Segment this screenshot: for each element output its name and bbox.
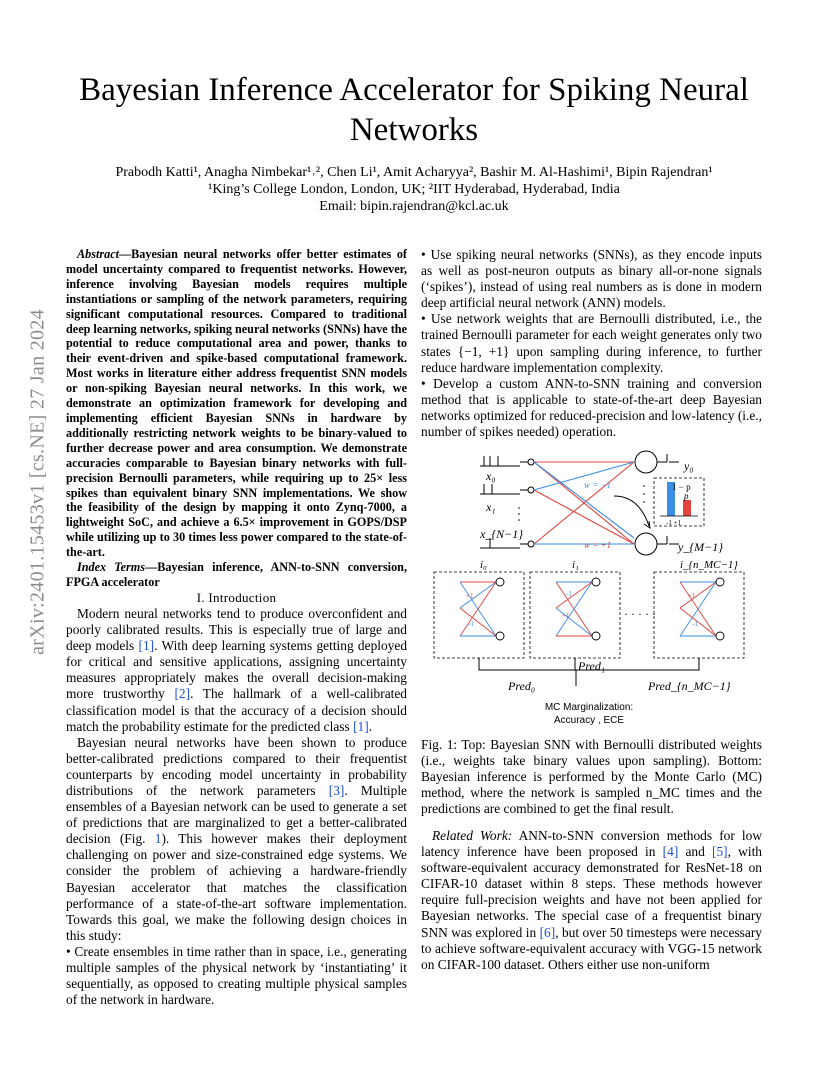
weight-tag: +1 <box>466 592 474 600</box>
prediction-label: Pred₀ <box>508 679 536 693</box>
weight-tag: +1 <box>688 592 696 600</box>
figure-1 <box>426 448 762 730</box>
author-block <box>60 164 768 215</box>
citation-link[interactable]: [6] <box>539 924 556 940</box>
text-run: ). This however makes their deployment challenging on power and size-constrained edge systems. We consider the problem of achieving a hardware-friendly Bayesian accelerator that matches the classification performance of a state-of-the-art software implementation. Towards this goal, we make the following design choices in this study: <box>66 831 407 943</box>
citation-link[interactable]: [3] <box>328 782 345 798</box>
authors: Prabodh Katti¹, Anagha Nimbekar¹˒², Chen Li¹, Amit Acharyya², Bashir M. Al-Hashimi¹, Bipin Rajendran¹ <box>115 165 713 180</box>
mc-sample-boxes <box>434 572 744 658</box>
bullet-item: • Use network weights that are Bernoulli distributed, i.e., the trained Bernoulli parameter for each weight generates only two states {−1, +1} upon sampling during inference, to further reduce hardware implementation complexity. <box>421 311 762 375</box>
text-run: ANN-to-SNN conversion methods for low latency inference have been proposed in <box>421 828 763 860</box>
paper-title: Bayesian Inference Accelerator for Spiking Neural Networks <box>79 72 749 148</box>
section-heading: I. Introduction <box>196 589 277 605</box>
weight-tag: -1 <box>692 620 698 628</box>
citation-link[interactable]: [2] <box>174 686 191 702</box>
text-run: Bayesian neural networks have been shown to produce better-calibrated predictions compared to their frequentist counterparts by encoding model uncertainty in probability distributions of the network parameters <box>66 734 407 798</box>
figure-caption: Fig. 1: Top: Bayesian SNN with Bernoulli distributed weights (i.e., weights take binary values upon sampling). Bottom: Bayesian inference is performed by the Monte Carlo (MC) method, where the network is sampled n_MC times and the predictions are combined to get the final result. <box>421 737 762 817</box>
text-run: . <box>368 718 373 734</box>
intro-paragraph-2 <box>66 735 407 944</box>
email: Email: bipin.rajendran@kcl.ac.uk <box>319 199 509 214</box>
text-run: , with software-equivalent accuracy demonstrated for ResNet-18 on CIFAR-10 dataset within 8 steps. These methods however require full-precision weights and have not been applied for Bayesian networks. The special case of a frequentist binary SNN was explored in <box>421 844 762 940</box>
citation-link[interactable]: [4] <box>662 844 679 860</box>
index-terms-label: Index Terms <box>77 560 146 575</box>
index-terms <box>66 560 407 590</box>
left-column <box>66 247 407 1008</box>
abstract-label: Abstract <box>77 247 119 261</box>
prediction-label: Pred₁ <box>578 659 606 673</box>
citation-link[interactable]: [5] <box>712 844 728 860</box>
bullet-item: • Use spiking neural networks (SNNs), as they encode inputs as well as post-neuron outputs as binary all-or-none signals (‘spikes’), instead of using real numbers as is done in modern deep artificial neural network (ANN) models. <box>421 247 762 311</box>
sample-label: i_{n_MC−1} <box>680 559 738 571</box>
mc-metrics: Accuracy , ECE <box>553 715 625 726</box>
citation-link[interactable]: [1] <box>138 638 155 654</box>
arxiv-id: arXiv:2401.15453v1 [cs.NE] 27 Jan 2024 <box>26 309 49 655</box>
related-work <box>421 828 762 973</box>
bar-ticks: -1 +1 <box>666 519 682 527</box>
bar-label: p <box>684 491 689 501</box>
input-label: x_{N−1} <box>480 527 524 541</box>
prediction-label: Pred_{n_MC−1} <box>648 679 731 693</box>
bar-label: 1 − p <box>672 482 691 492</box>
text-run: . Multiple ensembles of a Bayesian network can be used to generate a set of predictions that are marginalized to get a better-calibrated decision (Fig. <box>66 782 407 847</box>
weight-tag: -1 <box>468 620 474 628</box>
text-run: and <box>678 844 713 860</box>
figure-link[interactable]: 1 <box>154 831 162 847</box>
output-label: y₀ <box>684 459 694 473</box>
bernoulli-inset <box>654 478 704 527</box>
abstract-text: —Bayesian neural networks offer better estimates of model uncertainty compared to frequentist networks. However, inference involving Bayesian models requires multiple instantiations or sampling of the network parameters, requiring significant computational resources. Compared to traditional deep learning networks, spiking neural networks (SNNs) have the potential to reduce computational area and power, thanks to their event-driven and spike-based computational framework. Most works in literature either address frequentist SNN models or non-spiking Bayesian neural networks. In this work, we demonstrate an optimization framework for developing and implementing efficient Bayesian SNNs in hardware by additionally restricting network weights to be binary-valued to further decrease power and area consumption. We demonstrate accuracies comparable to Bayesian binary networks with full-precision Bernoulli parameters, while requiring up to 25× less spikes than equivalent binary SNN implementations. We show the feasibility of the design by mapping it onto Zynq-7000, a lightweight SoC, and achieve a 6.5× improvement in GOPS/DSP while utilizing up to 30 times less power compared to the state-of-the-art. <box>66 247 407 560</box>
citation-link[interactable]: [1] <box>353 718 369 734</box>
ellipsis: · · · · · <box>624 607 656 621</box>
text-run: . The hallmark of a well-calibrated classification model is that the accuracy of a decision should match the probability estimate for the predicted class <box>66 686 408 734</box>
text-run: . With deep learning systems getting deployed for critical and sensitive applications, assigning uncertainty measures appropriately makes the overall decision-making more trustworthy <box>66 638 408 702</box>
weight-tag: +1 <box>562 612 570 620</box>
input-label: x₁ <box>486 500 496 514</box>
intro-paragraph-1 <box>66 606 407 735</box>
arxiv-sidebar <box>18 292 58 672</box>
weight-tag: -1 <box>566 590 572 598</box>
affiliations: ¹King’s College London, London, UK; ²IIT Hyderabad, Hyderabad, India <box>208 182 620 197</box>
abstract <box>66 247 407 560</box>
sample-label: i₁ <box>572 559 579 571</box>
text-run: Modern neural networks tend to produce overconfident and poorly calibrated results. This is especially true of large and deep models <box>66 605 407 654</box>
output-label: y_{M−1} <box>678 540 724 554</box>
negative-weights <box>534 462 634 544</box>
related-label: Related Work: <box>432 828 513 843</box>
bullet-item: • Develop a custom ANN-to-SNN training and conversion method that is applicable to state-of-the-art deep Bayesian networks optimized for reduced-precision and low-latency (i.e., number of spikes needed) operation. <box>421 375 762 440</box>
text-run: , but over 50 timesteps were necessary to achieve software-equivalent accuracy with VGG-15 network on CIFAR-100 dataset. Others either use non-uniform <box>421 924 762 972</box>
weight-label: w = +1 <box>584 540 612 550</box>
index-terms-text: —Bayesian inference, ANN-to-SNN conversion, FPGA accelerator <box>66 560 407 589</box>
input-label: x₀ <box>486 469 496 483</box>
right-column <box>421 247 762 440</box>
bullet-item: • Create ensembles in time rather than in space, i.e., generating multiple samples of the physical network by ‘instantiating’ it sequentially, as opposed to creating multiple physical samples of the network in hardware. <box>66 943 407 1008</box>
mc-label: MC Marginalization: <box>544 702 634 713</box>
weight-label: w = −1 <box>584 480 612 490</box>
sample-label: i₀ <box>480 559 487 571</box>
related-paragraph <box>421 828 762 973</box>
